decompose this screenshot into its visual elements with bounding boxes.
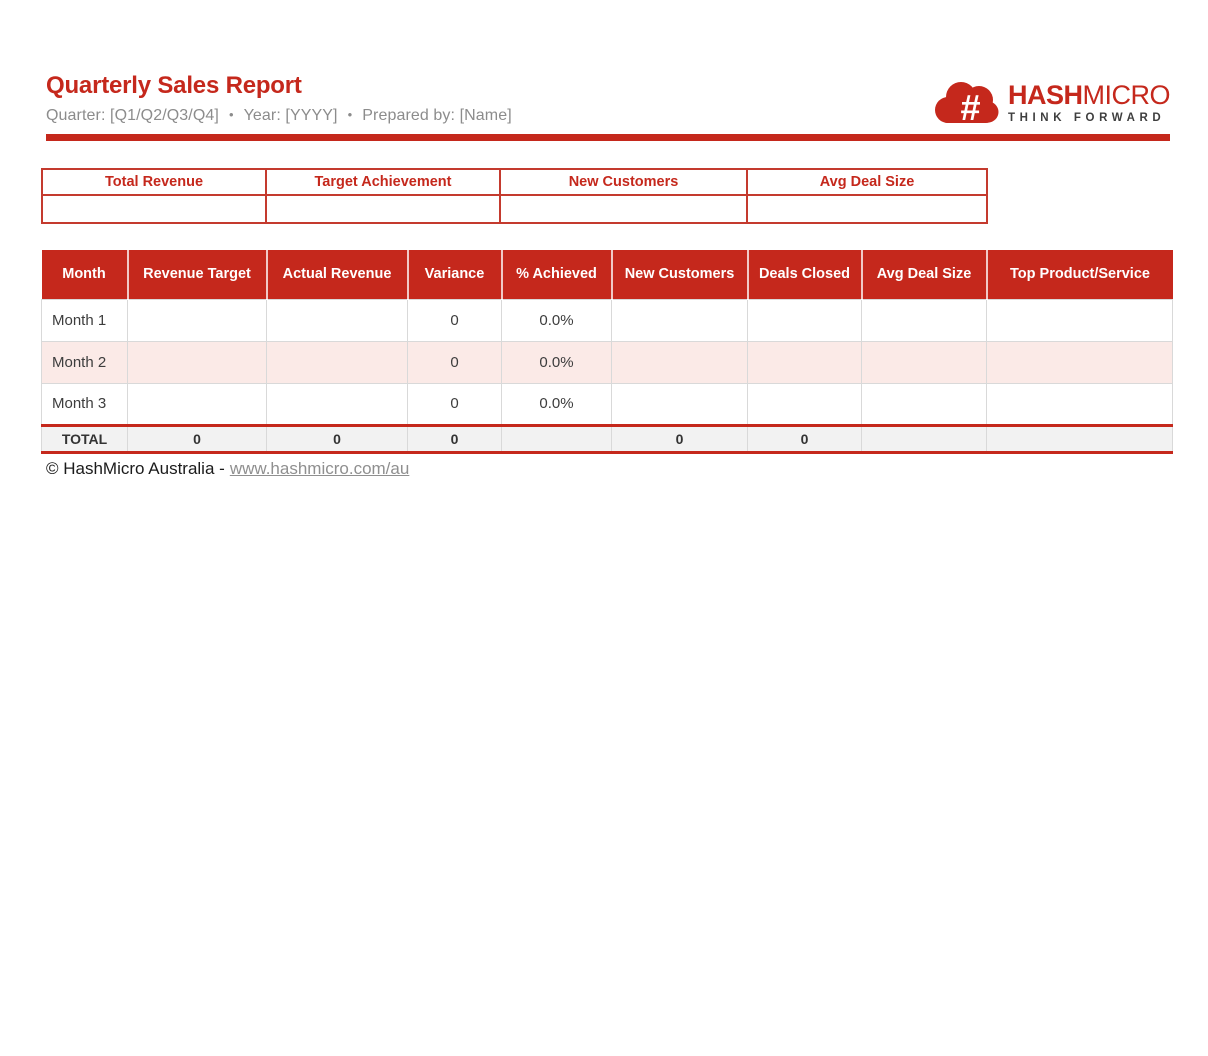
actual-revenue-cell (267, 341, 408, 383)
footer (46, 459, 1208, 479)
actual-revenue-cell (267, 383, 408, 425)
column-header-avg-deal-size: Avg Deal Size (862, 250, 987, 299)
column-header-new-customers: New Customers (612, 250, 748, 299)
top-product-cell (987, 341, 1173, 383)
total-top-product-cell (987, 425, 1173, 452)
new-customers-cell (612, 299, 748, 341)
kpi-header-target-achievement: Target Achievement (266, 169, 500, 195)
kpi-header-avg-deal-size: Avg Deal Size (747, 169, 987, 195)
brand-name-secondary: MICRO (1082, 80, 1170, 110)
total-pct-achieved-cell (502, 425, 612, 452)
kpi-value-avg-deal-size (747, 195, 987, 223)
logo-text-block (1008, 82, 1170, 124)
revenue-target-cell (128, 341, 267, 383)
avg-deal-size-cell (862, 341, 987, 383)
report-page (0, 0, 1208, 479)
subtitle-quarter: Quarter: [Q1/Q2/Q3/Q4] (46, 107, 219, 124)
revenue-target-cell (128, 299, 267, 341)
svg-text:#: # (959, 87, 980, 127)
subtitle-year: Year: [YYYY] (243, 107, 338, 124)
deals-closed-cell (748, 383, 862, 425)
actual-revenue-cell (267, 299, 408, 341)
pct-achieved-cell: 0.0% (502, 341, 612, 383)
total-variance-cell: 0 (408, 425, 502, 452)
hashmicro-logo (933, 79, 1170, 127)
kpi-value-row (42, 195, 987, 223)
bullet-separator: • (228, 107, 234, 122)
month-cell: Month 1 (42, 299, 128, 341)
column-header-deals-closed: Deals Closed (748, 250, 862, 299)
column-header-variance: Variance (408, 250, 502, 299)
kpi-header-row (42, 169, 987, 195)
page-title: Quarterly Sales Report (46, 72, 302, 99)
bullet-separator: • (347, 107, 353, 122)
monthly-sales-table (41, 250, 1173, 454)
brand-name-primary: HASH (1007, 80, 1083, 110)
header-divider-bar (46, 134, 1170, 141)
brand-tagline: THINK FORWARD (1007, 112, 1166, 124)
top-product-cell (987, 383, 1173, 425)
total-deals-closed-cell: 0 (748, 425, 862, 452)
kpi-summary-table (41, 168, 988, 224)
revenue-target-cell (128, 383, 267, 425)
table-row-month-1 (42, 299, 1173, 341)
total-label-cell: TOTAL (42, 425, 128, 452)
month-cell: Month 2 (42, 341, 128, 383)
kpi-value-total-revenue (42, 195, 266, 223)
subtitle-prepared-by: Prepared by: [Name] (362, 107, 512, 124)
column-header-month: Month (42, 250, 128, 299)
table-row-total (42, 425, 1173, 452)
variance-cell: 0 (408, 341, 502, 383)
kpi-value-target-achievement (266, 195, 500, 223)
column-header-revenue-target: Revenue Target (128, 250, 267, 299)
brand-name (1008, 82, 1170, 109)
deals-closed-cell (748, 341, 862, 383)
new-customers-cell (612, 341, 748, 383)
total-new-customers-cell: 0 (612, 425, 748, 452)
column-header-top-product: Top Product/Service (987, 250, 1173, 299)
total-revenue-target-cell: 0 (128, 425, 267, 452)
variance-cell: 0 (408, 383, 502, 425)
deals-closed-cell (748, 299, 862, 341)
copyright-text: © HashMicro Australia - (46, 458, 225, 478)
hashmicro-cloud-hash-icon (933, 79, 999, 127)
variance-cell: 0 (408, 299, 502, 341)
kpi-header-total-revenue: Total Revenue (42, 169, 266, 195)
sales-table-header-row (42, 250, 1173, 299)
hashmicro-website-link[interactable]: www.hashmicro.com/au (229, 458, 410, 478)
top-product-cell (987, 299, 1173, 341)
total-actual-revenue-cell: 0 (267, 425, 408, 452)
kpi-header-new-customers: New Customers (500, 169, 747, 195)
new-customers-cell (612, 383, 748, 425)
column-header-actual-revenue: Actual Revenue (267, 250, 408, 299)
avg-deal-size-cell (862, 299, 987, 341)
column-header-pct-achieved: % Achieved (502, 250, 612, 299)
total-avg-deal-size-cell (862, 425, 987, 452)
month-cell: Month 3 (42, 383, 128, 425)
pct-achieved-cell: 0.0% (502, 383, 612, 425)
table-row-month-3 (42, 383, 1173, 425)
pct-achieved-cell: 0.0% (502, 299, 612, 341)
avg-deal-size-cell (862, 383, 987, 425)
table-row-month-2 (42, 341, 1173, 383)
kpi-value-new-customers (500, 195, 747, 223)
